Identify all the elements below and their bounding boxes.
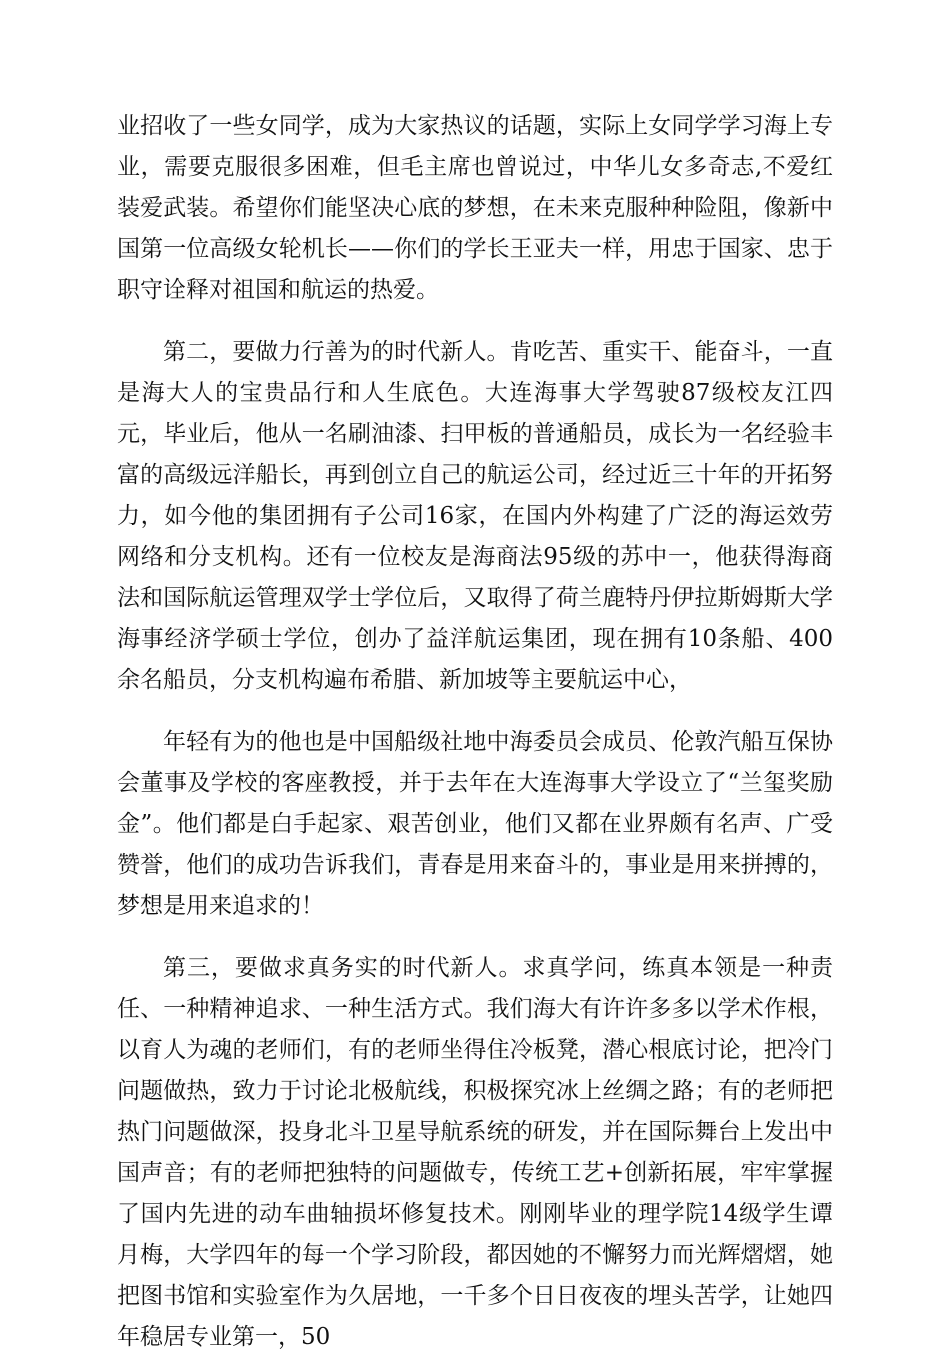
paragraph-second-point: 第二，要做力行善为的时代新人。肯吃苦、重实干、能奋斗，一直是海大人的宝贵品行和人生底色。大连海事大学驾驶87级校友江四元，毕业后，他从一名刷油漆、扫甲板的普通船员，成长为一名经验丰富的高级远洋船长，再到创立自己的航运公司，经过近三十年的开拓努力，如今他的集团拥有子公司16家，在国内外构建了广泛的海运效劳网络和分支机构。还有一位校友是海商法95级的苏中一，他获得海商法和国际航运管理双学士学位后，又取得了荷兰鹿特丹伊拉斯姆斯大学海事经济学硕士学位，创办了益洋航运集团，现在拥有10条船、400余名船员，分支机构遍布希腊、新加坡等主要航运中心， bbox=[117, 339, 833, 693]
paragraph-third-point: 第三，要做求真务实的时代新人。求真学问，练真本领是一种责任、一种精神追求、一种生活方式。我们海大有许许多多以学术作根，以育人为魂的老师们，有的老师坐得住冷板凳，潜心根底讨论，把冷门问题做热，致力于讨论北极航线，积极探究冰上丝绸之路；有的老师把热门问题做深，投身北斗卫星导航系统的研发，并在国际舞台上发出中国声音；有的老师把独特的问题做专，传统工艺+创新拓展，牢牢掌握了国内先进的动车曲轴损坏修复技术。刚刚毕业的理学院14级学生谭月梅，大学四年的每一个学习阶段，都因她的不懈努力而光辉熠熠，她把图书馆和实验室作为久居地，一千多个日日夜夜的埋头苦学，让她四年稳居专业第一，50 bbox=[117, 955, 833, 1350]
paragraph-continued: 业招收了一些女同学，成为大家热议的话题，实际上女同学学习海上专业，需要克服很多困难，但毛主席也曾说过，中华儿女多奇志,不爱红装爱武装。希望你们能坚决心底的梦想，在未来克服种种险阻，像新中国第一位高级女轮机长——你们的学长王亚夫一样，用忠于国家、忠于职守诠释对祖国和航运的热爱。 bbox=[117, 113, 833, 303]
document-body bbox=[117, 106, 833, 1358]
paragraph-alumni-achievement: 年轻有为的他也是中国船级社地中海委员会成员、伦敦汽船互保协会董事及学校的客座教授，并于去年在大连海事大学设立了“兰玺奖励金”。他们都是白手起家、艰苦创业，他们又都在业界颇有名声、广受赞誉，他们的成功告诉我们，青春是用来奋斗的，事业是用来拼搏的，梦想是用来追求的！ bbox=[117, 729, 833, 919]
